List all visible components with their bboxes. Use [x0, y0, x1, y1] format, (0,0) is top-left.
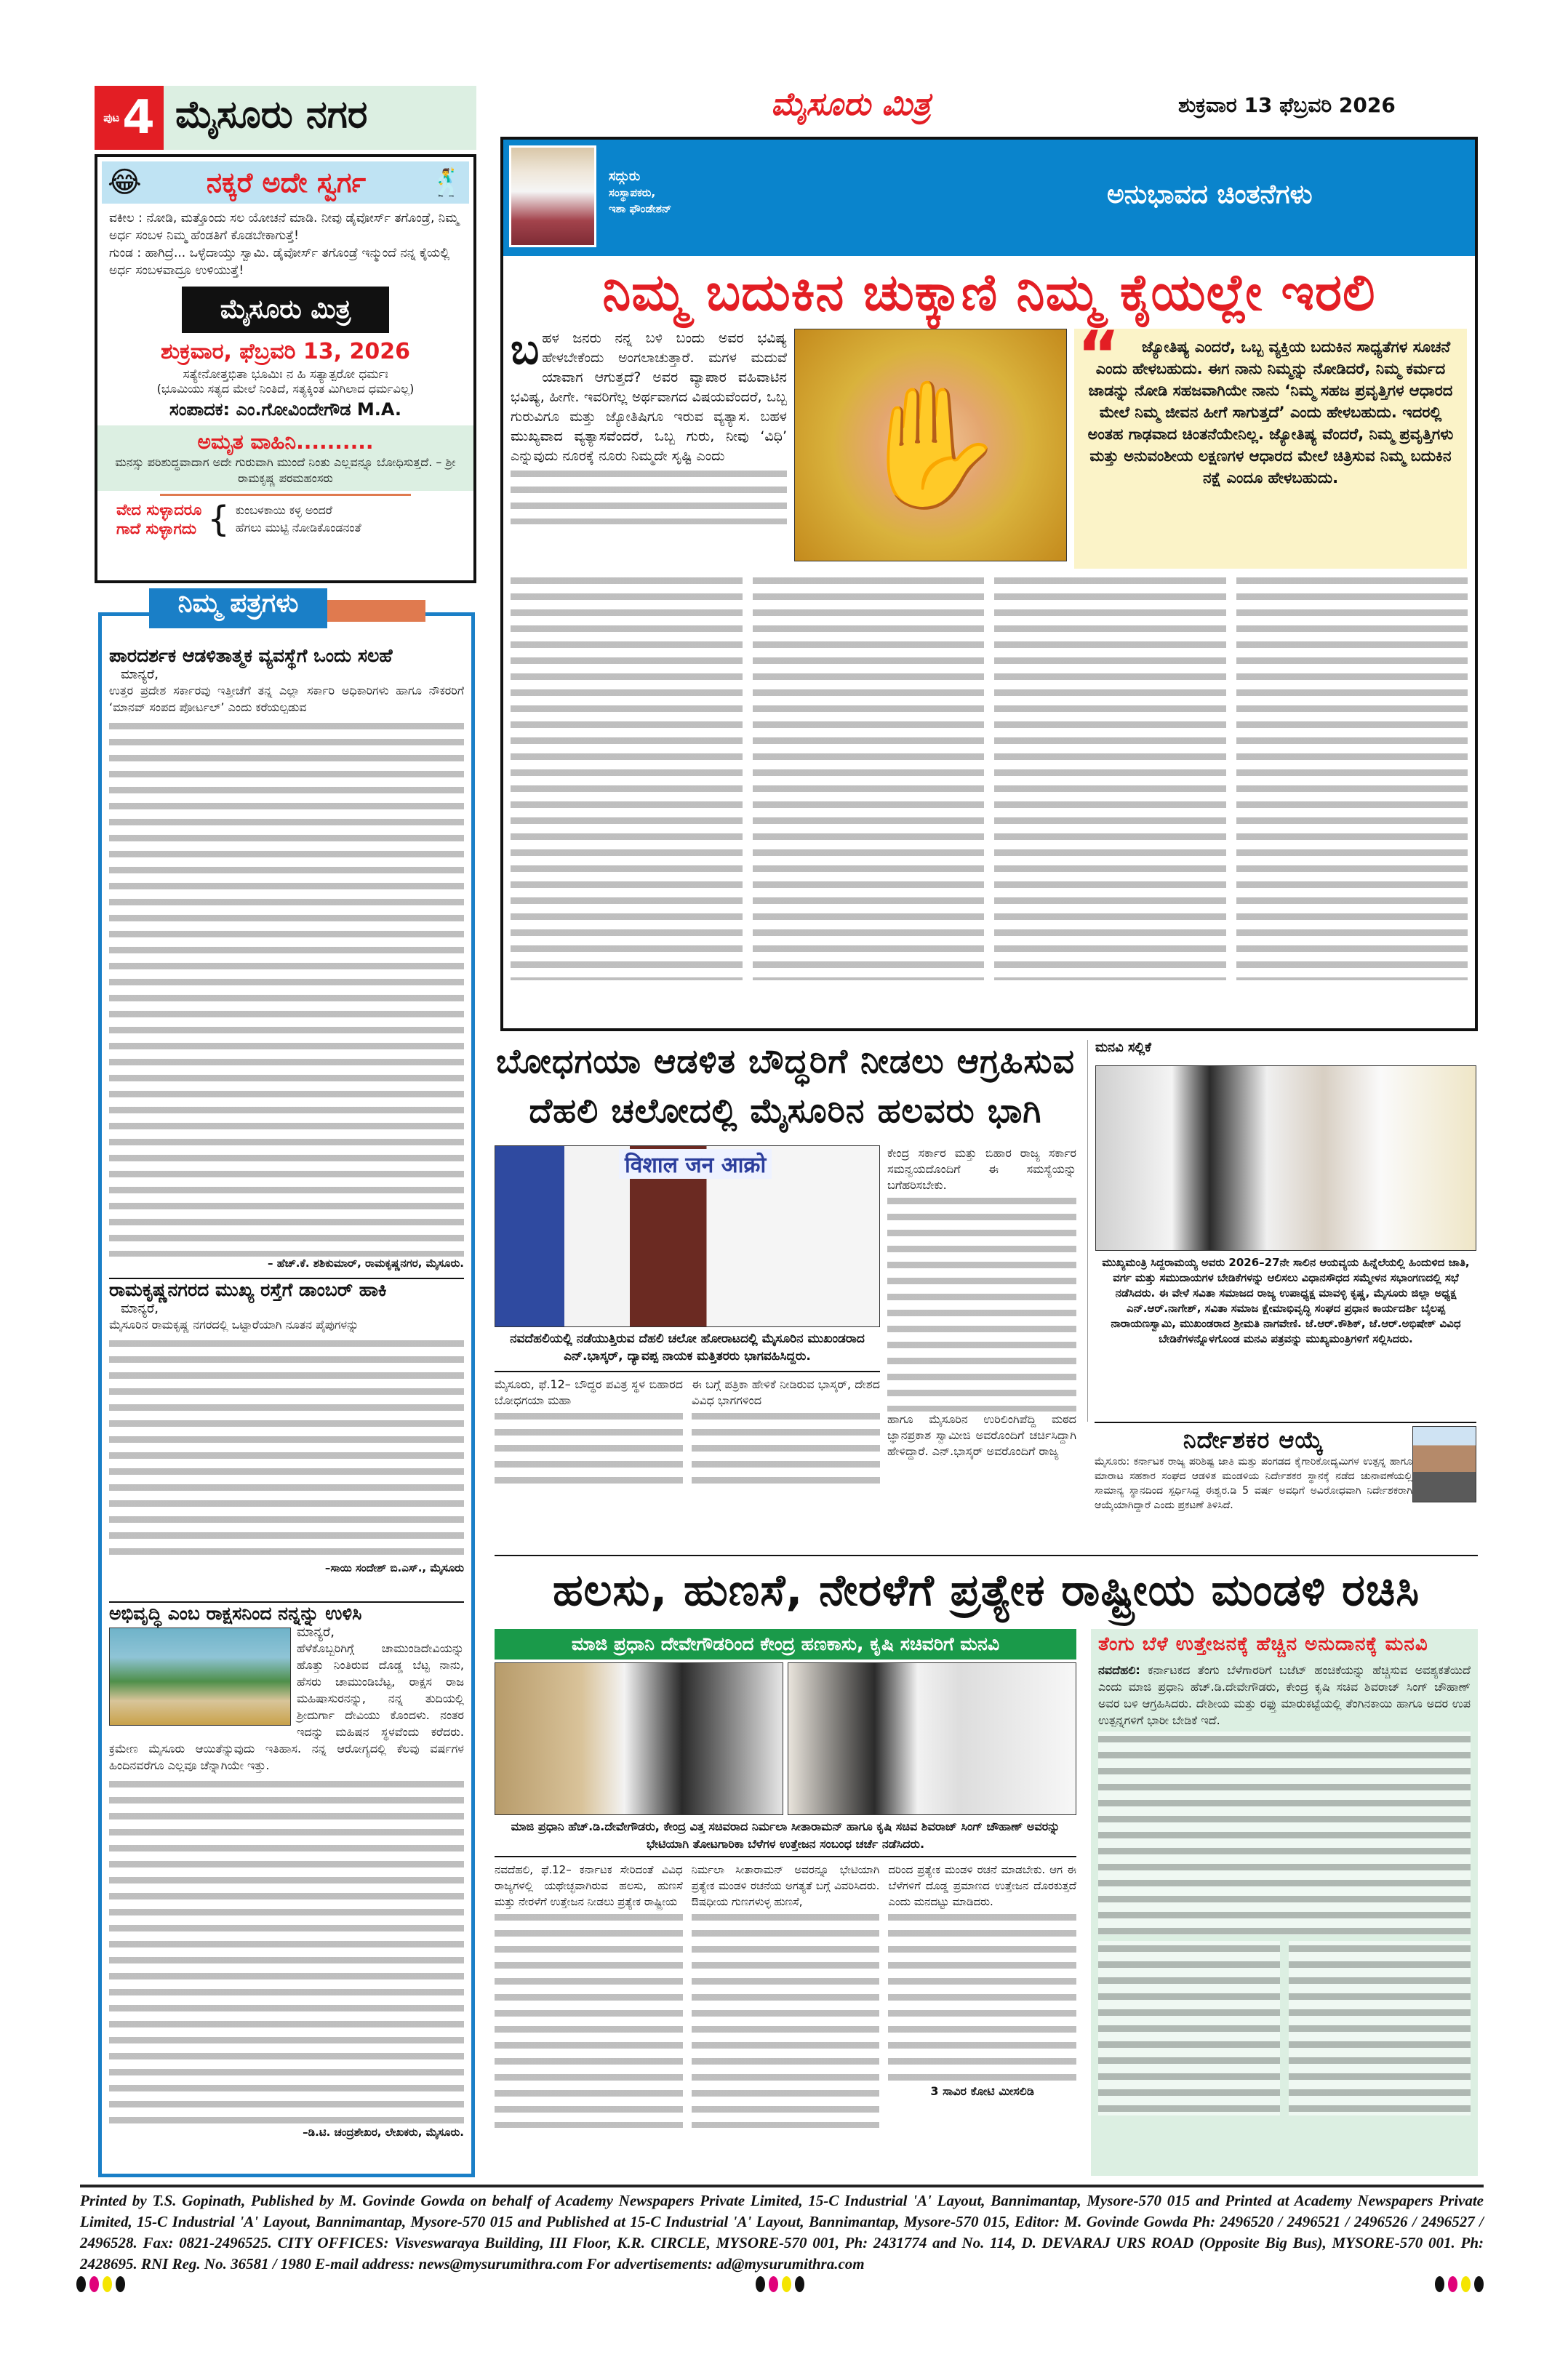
- story-text-continued: [692, 1409, 880, 1489]
- letter-body-continued: [109, 1777, 464, 2126]
- devegowda-chouhan-photo: [788, 1662, 1076, 1815]
- color-dots: [756, 2276, 808, 2295]
- masthead: ಮೈಸೂರು ಮಿತ್ರ: [771, 86, 931, 123]
- story-text-continued: [495, 1910, 683, 2128]
- column-opening-text: ಹಳ ಜನರು ನನ್ನ ಬಳಿ ಬಂದು ಅವರ ಭವಿಷ್ಯ ಹೇಳಬೇಕೆಂದು ಅಂಗಲಾಚುತ್ತಾರೆ. ಮಗಳ ಮದುವೆ ಯಾವಾಗ ಆಗುತ್ತದೆ? ಅವರ ವ್ಯಾಪಾರ ವಹಿವಾಟಿನ ಭವಿಷ್ಯ, ಹೀಗೇ. ಇವರಿಗೆಲ್ಲ ಅರ್ಥವಾಗದ ವಿಷಯವೆಂದರೆ, ಒಬ್ಬ ಗುರುವಿಗೂ ಮತ್ತು ಜ್ಯೋತಿಷಿಗೂ ಇರುವ ವ್ಯತ್ಯಾಸ. ಬಹಳ ಮುಖ್ಯವಾದ ವ್ಯತ್ಯಾಸವೆಂದರೆ, ಒಬ್ಬ ಗುರು, ನೀವು ‘ವಿಧಿ’ ಎನ್ನುವುದು ನೂರಕ್ಕೆ ನೂರು ನಿಮ್ಮದೇ ಸೃಷ್ಟಿ ಎಂದು: [511, 330, 787, 464]
- letter-title: ಪಾರದರ್ಶಕ ಆಡಳಿತಾತ್ಮಕ ವ್ಯವಸ್ಥೆಗೆ ಒಂದು ಸಲಹೆ: [109, 645, 393, 666]
- salutation: ಮಾನ್ಯರೆ,: [121, 667, 159, 682]
- registration-marks: [76, 2276, 1487, 2295]
- letter-signature: – ಹೆಚ್.ಕೆ. ಶಶಿಕುಮಾರ್, ರಾಮಕೃಷ್ಣನಗರ, ಮೈಸೂರು.: [267, 1257, 464, 1270]
- column-banner: [503, 140, 1475, 256]
- joke-banner: [102, 161, 469, 204]
- director-photo: [1412, 1426, 1476, 1502]
- cm-meeting-photo: [1095, 1065, 1476, 1251]
- amrutha-text: ಮನಸ್ಸು ಪರಿಶುದ್ಧವಾದಾಗ ಅದೇ ಗುರುವಾಗಿ ಮುಂದೆ ನಿಂತು ಎಲ್ಲವನ್ನೂ ಬೋಧಿಸುತ್ತದೆ. – ಶ್ರೀ ರಾಮಕೃಷ್ಣ ಪರಮಹಂಸರು: [115, 455, 456, 485]
- author-org: ಇಶಾ ಫೌಂಡೇಶನ್: [609, 202, 672, 215]
- story-text: ಹಾಗೂ ಮೈಸೂರಿನ ಉರಿಲಿಂಗಿಪೆದ್ದಿ ಮಠದ ಜ್ಞಾನಪ್ರಕಾಶ ಸ್ವಾಮೀಜಿ ಅವರೊಂದಿಗೆ ಚರ್ಚಿಸಿದ್ದಾಗಿ ಹೇಳಿದ್ದಾರೆ. ಎನ್.ಭಾಸ್ಕರ್ ಅವರೊಂದಿಗೆ ರಾಜ್ಯ: [887, 1412, 1076, 1458]
- header-date: ಶುಕ್ರವಾರ 13 ಫೆಬ್ರವರಿ 2026: [1178, 93, 1396, 117]
- edition-date: ಶುಕ್ರವಾರ, ಫೆಬ್ರವರಿ 13, 2026: [161, 339, 410, 364]
- story-text: ನವದೆಹಲಿ, ಫೆ.12– ಕರ್ನಾಟಕ ಸೇರಿದಂತೆ ವಿವಿಧ ರಾಜ್ಯಗಳಲ್ಲಿ ಯಥೇಚ್ಛವಾಗಿರುವ ಹಲಸು, ಹುಣಸೆ ಮತ್ತು ನೇರಳೆಗೆ ಉತ್ತೇಜನ ನೀಡಲು ಪ್ರತ್ಯೇಕ ರಾಷ್ಟ್ರೀಯ: [495, 1863, 683, 1908]
- chamundi-hill-photo: [109, 1628, 291, 1726]
- story-text: ಮೈಸೂರು, ಫೆ.12– ಬೌದ್ಧರ ಪವಿತ್ರ ಸ್ಥಳ ಬಿಹಾರದ ಬೋಧಗಯಾ ಮಹಾ: [495, 1377, 683, 1407]
- section-title: ಮೈಸೂರು ನಗರ: [164, 86, 476, 150]
- imprint: Printed by T.S. Gopinath, Published by M. Govinde Gowda on behalf of Academy Newspapers Private Limited, 15-C Industrial 'A' Layout, Bannimantap, Mysore-570 015 and Printed at Academy Newspapers Private Limited, 15-C Industrial 'A' Layout, Bannimantap, Mysore-570 015 and Published at 15-C Industrial 'A' Layout, Bannimantap, Mysore-570 015, Editor: M. Govinde Gowda Ph: 2496520 / 2496521 / 2496526 / 2496527 / 2496528. Fax: 0821-2496525. CITY OFFICES: Visveswaraya Building, III Floor, K.R. CIRCLE, MYSORE-570 001, Ph: 2431774 and No. 114, D. DEVARAJ URS ROAD (Opposite Big Bus), MYSORE-570 001. Ph: 2428695. RNI Reg. No. 36581 / 1980 E-mail address: news@mysurumithra.com For advertisements: ad@mysurumithra.com: [80, 2192, 1484, 2273]
- main-headline: ಹಲಸು, ಹುಣಸೆ, ನೇರಳೆಗೆ ಪ್ರತ್ಯೇಕ ರಾಷ್ಟ್ರೀಯ ಮಂಡಳಿ ರಚಿಸಿ: [552, 1565, 1420, 1616]
- palm-icon: ✋: [853, 373, 1008, 517]
- petition-label: ಮನವಿ ಸಲ್ಲಿಕೆ: [1095, 1040, 1151, 1055]
- amrutha-title: ಅಮೃತ ವಾಹಿನಿ..........: [197, 430, 374, 454]
- joke-line: ಗುಂಡ : ಹಾಗಿದ್ರೆ... ಒಳ್ಳೆದಾಯ್ತು ಸ್ವಾಮಿ. ಡೈವೋರ್ಸ್ ತಗೊಂಡ್ರೆ ಇನ್ಮುಂದೆ ನನ್ನ ಕೈಯಲ್ಲಿ ಅರ್ಧ ಸಂಬಳವಾದ್ರೂ ಉಳಿಯುತ್ತೆ!: [109, 246, 450, 278]
- story-text-continued: [692, 1910, 880, 2128]
- dancing-figure-icon: 🕺: [431, 168, 463, 198]
- salutation: ಮಾನ್ಯರೆ,: [297, 1625, 335, 1640]
- photo-caption: ನವದೆಹಲಿಯಲ್ಲಿ ನಡೆಯುತ್ತಿರುವ ದೆಹಲಿ ಚಲೋ ಹೋರಾಟದಲ್ಲಿ ಮೈಸೂರಿನ ಮುಖಂಡರಾದ ಎನ್.ಭಾಸ್ಕರ್, ದ್ಯಾವಪ್ಪ ನಾಯಕ ಮತ್ತಿತರರು ಭಾಗವಹಿಸಿದ್ದರು.: [510, 1332, 865, 1364]
- story-text-col: [1098, 1941, 1280, 2115]
- letter-signature: –ಡಿ.ಟಿ. ಚಂದ್ರಶೇಖರ, ಲೇಖಕರು, ಮೈಸೂರು.: [303, 2126, 464, 2139]
- joke-line: ವಕೀಲ : ನೋಡಿ, ಮತ್ತೊಂದು ಸಲ ಯೋಚನೆ ಮಾಡಿ. ನೀವು ಡೈವೋರ್ಸ್ ತಗೊಂಡ್ರೆ, ನಿಮ್ಮ ಅರ್ಧ ಸಂಬಳ ನಿಮ್ಮ ಹೆಂಡತಿಗೆ ಕೊಡಬೇಕಾಗುತ್ತೆ!: [109, 211, 459, 243]
- letter-body: ಹೆಳೆಕೊಬ್ಬರಿಗಿಗ್ಗೆ ಚಾಮುಂಡಿದೇವಿಯನ್ನು ಹೊತ್ತು ನಿಂತಿರುವ ದೊಡ್ಡ ಬೆಟ್ಟ ನಾನು, ಹೆಸರು ಚಾಮುಂಡಿಬೆಟ್ಟ, ರಾಕ್ಷಸ ರಾಜ ಮಹಿಷಾಸುರನನ್ನು, ನನ್ನ ತುದಿಯಲ್ಲಿ ಶ್ರೀದುರ್ಗಾ ದೇವಿಯು ಕೊಂದಳು. ನಂತರ ಇದನ್ನು ಮಹಿಷನ ಸ್ಥಳವೆಂದು ಕರೆದರು. ಕ್ರಮೇಣ ಮೈಸೂರು ಆಯಿತೆನ್ನುವುದು ಇತಿಹಾಸ. ನನ್ನ ಆರೋಗ್ಯದಲ್ಲಿ ಕೆಲವು ವರ್ಷಗಳ ಹಿಂದಿನವರೆಗೂ ಎಲ್ಲವೂ ಚೆನ್ನಾಗಿಯೇ ಇತ್ತು.: [109, 1641, 464, 1772]
- dateline: ನವದೆಹಲಿ:: [1098, 1663, 1140, 1677]
- protest-photo: [495, 1145, 880, 1327]
- column-text-col: [511, 573, 743, 980]
- column-banner-title: ಅನುಭಾವದ ಚಿಂತನೆಗಳು: [1107, 180, 1313, 209]
- editor-line: ಸಂಪಾದಕ: ಎಂ.ಗೋವಿಂದೇಗೌಡ M.A.: [169, 399, 401, 420]
- quote-text: ಜ್ಯೋತಿಷ್ಯ ಎಂದರೆ, ಒಬ್ಬ ವ್ಯಕ್ತಿಯ ಬದುಕಿನ ಸಾಧ್ಯತೆಗಳ ಸೂಚನೆ ಎಂದು ಹೇಳಬಹುದು. ಈಗ ನಾನು ನಿಮ್ಮನ್ನು ನೋಡಿದರೆ, ನಿಮ್ಮ ಕರ್ಮದ ಜಾಡನ್ನು ನೋಡಿ ಸಹಜವಾಗಿಯೇ ನಾನು ‘ನಿಮ್ಮ ಸಹಜ ಪ್ರವೃತ್ತಿಗಳ ಆಧಾರದ ಮೇಲೆ ನಿಮ್ಮ ಜೀವನ ಹೀಗೆ ಸಾಗುತ್ತದೆ’ ಎಂದು ಹೇಳಬಹುದು. ಇದರಲ್ಲಿ ಅಂತಹ ಗಾಢವಾದ ಚಿಂತನೆಯೇನಿಲ್ಲ. ಜ್ಯೋತಿಷ್ಯ ವೆಂದರೆ, ನಿಮ್ಮ ಪ್ರವೃತ್ತಿಗಳು ಮತ್ತು ಅನುವಂಶೀಯ ಲಕ್ಷಣಗಳ ಆಧಾರದ ಮೇಲೆ ಚಿತ್ರಿಸುವ ನಿಮ್ಮ ಬದುಕಿನ ನಕ್ಷೆ ಎಂದೂ ಹೇಳಬಹುದು.: [1087, 338, 1454, 487]
- letter-body: ಮೈಸೂರಿನ ರಾಮಕೃಷ್ಣ ನಗರದಲ್ಲಿ ಒಟ್ಟಾರೆಯಾಗಿ ನೂತನ ಪೈಪುಗಳನ್ನು: [109, 1318, 359, 1332]
- proverb-right-line: ಕುಂಬಳಕಾಯಿ ಕಳ್ಳ ಅಂದರೆ: [235, 503, 332, 517]
- page-label: ಪುಟ: [103, 111, 120, 124]
- story-text: ದರಿಂದ ಪ್ರತ್ಯೇಕ ಮಂಡಳಿ ರಚನೆ ಮಾಡಬೇಕು. ಆಗ ಈ ಬೆಳೆಗಳಿಗೆ ದೊಡ್ಡ ಪ್ರಮಾಣದ ಉತ್ತೇಜನ ದೊರಕುತ್ತದೆ ಎಂದು ಮನದಟ್ಟು ಮಾಡಿದರು.: [888, 1863, 1077, 1908]
- director-story: [1095, 1422, 1476, 1545]
- column-text-continued: [511, 466, 787, 524]
- brace-icon: {: [207, 499, 230, 540]
- proverb-left-line: ವೇದ ಸುಳ್ಳಾದರೂ: [116, 501, 202, 519]
- story-banner: ಮಾಜಿ ಪ್ರಧಾನಿ ದೇವೇಗೌಡರಿಂದ ಕೇಂದ್ರ ಹಣಕಾಸು, ಕೃಷಿ ಸಚಿವರಿಗೆ ಮನವಿ: [495, 1629, 1076, 1660]
- story-headline: ನಿರ್ದೇಶಕರ ಆಯ್ಕೆ: [1183, 1426, 1324, 1454]
- coconut-story: [1091, 1629, 1478, 2176]
- column-box: [500, 137, 1478, 1031]
- author-name: ಸದ್ಗುರು: [609, 169, 641, 184]
- letter-signature: –ಸಾಯಿ ಸಂದೇಶ್ ಬಿ.ಎಸ್., ಮೈಸೂರು: [324, 1561, 464, 1574]
- bodhgaya-story: [495, 1036, 1076, 1545]
- story-text-continued: [495, 1409, 683, 1489]
- story-headline: ತೆಂಗು ಬೆಳೆ ಉತ್ತೇಜನಕ್ಕೆ ಹೆಚ್ಚಿನ ಅನುದಾನಕ್ಕೆ ಮನವಿ: [1098, 1633, 1428, 1655]
- quote-mark-icon: “: [1077, 317, 1121, 393]
- column-text-col: [994, 573, 1226, 980]
- footer-rule: [80, 2185, 1484, 2187]
- story-text: ನಿರ್ಮಲಾ ಸೀತಾರಾಮನ್ ಅವರನ್ನೂ ಭೇಟಿಯಾಗಿ ಪ್ರತ್ಯೇಕ ಮಂಡಳಿ ರಚನೆಯ ಅಗತ್ಯತೆ ಬಗ್ಗೆ ವಿವರಿಸಿದರು. ಔಷಧೀಯ ಗುಣಗಳುಳ್ಳ ಹುಣಸೆ,: [691, 1863, 880, 1908]
- color-dots: [76, 2276, 129, 2295]
- photo-caption: ಮುಖ್ಯಮಂತ್ರಿ ಸಿದ್ದರಾಮಯ್ಯ ಅವರು 2026–27ನೇ ಸಾಲಿನ ಆಯವ್ಯಯ ಹಿನ್ನೆಲೆಯಲ್ಲಿ ಹಿಂದುಳಿದ ಜಾತಿ, ವರ್ಗ ಮತ್ತು ಸಮುದಾಯಗಳ ಬೇಡಿಕೆಗಳನ್ನು ಆಲಿಸಲು ವಿಧಾನಸೌಧದ ಸಮ್ಮೇಳನ ಸಭಾಂಗಣದಲ್ಲಿ ಸಭೆ ನಡೆಸಿದರು. ಈ ವೇಳೆ ಸವಿತಾ ಸಮಾಜದ ರಾಜ್ಯ ಉಪಾಧ್ಯಕ್ಷ ಮಾವಳ್ಳಿ ಕೃಷ್ಣ, ಮೈಸೂರು ಜಿಲ್ಲಾ ಅಧ್ಯಕ್ಷ ಎನ್.ಆರ್.ನಾಗೇಶ್, ಸವಿತಾ ಸಮಾಜ ಕ್ಷೇಮಾಭಿವೃದ್ಧಿ ಸಂಘದ ಪ್ರಧಾನ ಕಾರ್ಯದರ್ಶಿ ಬೈಲಪ್ಪ ನಾರಾಯಣಸ್ವಾಮಿ, ಮುಖಂಡರಾದ ಶ್ರೀಮತಿ ನಾಗವೇಣಿ. ಜೆ.ಆರ್.ಕೌಶಿಕ್, ಜೆ.ಆರ್.ಅಭಿಷೇಕ್ ವಿವಿಧ ಬೇಡಿಕೆಗಳನ್ನೊಳಗೊಂಡ ಮನವಿ ಪತ್ರವನ್ನು ಮುಖ್ಯಮಂತ್ರಿಗಳಿಗೆ ಸಲ್ಲಿಸಿದರು.: [1102, 1256, 1470, 1345]
- fruit-board-story: [495, 1629, 1076, 2174]
- proverb: [102, 499, 469, 540]
- letters-title-accent: [327, 600, 425, 622]
- proverb-left-line: ಗಾದೆ ಸುಳ್ಳಾಗದು: [116, 520, 197, 537]
- subhead: 3 ಸಾವಿರ ಕೋಟಿ ಮೀಸಲಿಡಿ: [930, 2084, 1034, 2098]
- story-text: ಕೇಂದ್ರ ಸರ್ಕಾರ ಮತ್ತು ಬಿಹಾರ ರಾಜ್ಯ ಸರ್ಕಾರ ಸಮನ್ವಯದೊಂದಿಗೆ ಈ ಸಮಸ್ಯೆಯನ್ನು ಬಗೆಹರಿಸಬೇಕು.: [887, 1146, 1076, 1192]
- column-text-col: [1236, 573, 1468, 980]
- photo-caption: ಮಾಜಿ ಪ್ರಧಾನಿ ಹೆಚ್.ಡಿ.ದೇವೇಗೌಡರು, ಕೇಂದ್ರ ವಿತ್ತ ಸಚಿವರಾದ ನಿರ್ಮಲಾ ಸೀತಾರಾಮನ್ ಹಾಗೂ ಕೃಷಿ ಸಚಿವ ಶಿವರಾಜ್ ಸಿಂಗ್ ಚೌಹಾಣ್ ಅವರನ್ನು ಭೇಟಿಯಾಗಿ ತೋಟಗಾರಿಕಾ ಬೆಳೆಗಳ ಉತ್ತೇಜನ ಸಂಬಂಧ ಚರ್ಚೆ ನಡೆಸಿದರು.: [495, 1818, 1076, 1857]
- amrutha-vahini: [97, 425, 473, 491]
- letter-title: ರಾಮಕೃಷ್ಣನಗರದ ಮುಖ್ಯ ರಸ್ತೆಗೆ ಡಾಂಬರ್ ಹಾಕಿ: [109, 1279, 387, 1300]
- drop-cap: ಬ: [511, 324, 540, 374]
- column-text-col: [753, 573, 985, 980]
- color-dots: [1435, 2276, 1487, 2295]
- protest-banner-text: विशाल जन आक्रो: [619, 1149, 772, 1179]
- motto: ಸತ್ಯೇನೋತ್ತಭಿತಾ ಭೂಮಿಃ ನ ಹಿ ಸತ್ಯಾತ್ಪರೋ ಧರ್ಮಃ: [183, 367, 388, 382]
- story-headline: ಬೋಧಗಯಾ ಆಡಳಿತ ಬೌದ್ಧರಿಗೆ ನೀಡಲು ಆಗ್ರಹಿಸುವ: [495, 1041, 1076, 1081]
- column-headline: ನಿಮ್ಮ ಬದುಕಿನ ಚುಕ್ಕಾಣಿ ನಿಮ್ಮ ಕೈಯಲ್ಲೇ ಇರಲಿ: [602, 263, 1376, 322]
- letter-body-continued: [109, 1336, 464, 1561]
- letters-section: [98, 588, 475, 2177]
- divider: [160, 494, 411, 496]
- page-number: 4: [122, 91, 155, 145]
- letter-title: ಅಭಿವೃದ್ಧಿ ಎಂಬ ರಾಕ್ಷಸನಿಂದ ನನ್ನನ್ನು ಉಳಿಸಿ: [109, 1603, 362, 1624]
- story-text-col: [1289, 1941, 1471, 2115]
- palmistry-illustration: [794, 329, 1067, 561]
- story-text: [1098, 1662, 1471, 1729]
- joke-title: ನಕ್ಕರೆ ಅದೇ ಸ್ವರ್ಗ: [206, 166, 367, 199]
- section-rule: [495, 1555, 1478, 1556]
- story-text: ಈ ಬಗ್ಗೆ ಪತ್ರಿಕಾ ಹೇಳಿಕೆ ನೀಡಿರುವ ಭಾಸ್ಕರ್, ದೇಶದ ವಿವಿಧ ಭಾಗಗಳಿಂದ: [692, 1377, 880, 1407]
- letter: [109, 645, 464, 1278]
- story-text-continued: [1098, 1732, 1471, 1935]
- letter-body-continued: [109, 718, 464, 1257]
- story-text-body: ಕರ್ನಾಟಕದ ತೆಂಗು ಬೆಳೆಗಾರರಿಗೆ ಬಜೆಟ್ ಹಂಚಿಕೆಯನ್ನು ಹೆಚ್ಚಿಸುವ ಅವಶ್ಯಕತೆಯಿದೆ ಎಂದು ಮಾಜಿ ಪ್ರಧಾನಿ ಹೆಚ್.ಡಿ.ದೇವೇಗೌಡರು, ಕೇಂದ್ರ ಕೃಷಿ ಸಚಿವ ಶಿವರಾಜ್ ಸಿಂಗ್ ಚೌಹಾಣ್ ಅವರ ಬಳಿ ಆಗ್ರಹಿಸಿದರು. ದೇಶೀಯ ಮತ್ತು ರಫ್ತು ಮಾರುಕಟ್ಟೆಯಲ್ಲಿ ತೆಂಗಿನಕಾಯಿ ಹಾಗೂ ಅದರ ಉಪ ಉತ್ಪನ್ನಗಳಿಗೆ ಭಾರೀ ಬೇಡಿಕೆ ಇದೆ.: [1098, 1663, 1471, 1727]
- letters-title: ನಿಮ್ಮ ಪತ್ರಗಳು: [149, 588, 327, 628]
- letter-body: ಉತ್ತರ ಪ್ರದೇಶ ಸರ್ಕಾರವು ಇತ್ತೀಚೆಗೆ ತನ್ನ ಎಲ್ಲಾ ಸರ್ಕಾರಿ ಅಧಿಕಾರಿಗಳು ಹಾಗೂ ನೌಕರರಿಗೆ ‘ಮಾನವ್ ಸಂಪದ ಪೋರ್ಟಲ್’ ಎಂದು ಕರೆಯಲ್ಪಡುವ: [109, 684, 464, 714]
- story-text: ಮೈಸೂರು: ಕರ್ನಾಟಕ ರಾಜ್ಯ ಪರಿಶಿಷ್ಟ ಜಾತಿ ಮತ್ತು ಪಂಗಡದ ಕೈಗಾರಿಕೋದ್ಯಮಿಗಳ ಉತ್ಪನ್ನ ಹಾಗೂ ಮಾರಾಟ ಸಹಕಾರ ಸಂಘದ ಆಡಳಿತ ಮಂಡಳಿಯ ನಿರ್ದೇಶಕರ ಸ್ಥಾನಕ್ಕೆ ನಡೆದ ಚುನಾವಣೆಯಲ್ಲಿ ಸಾಮಾನ್ಯ ಸ್ಥಾನದಿಂದ ಸ್ಪರ್ಧಿಸಿದ್ದ ಈಶ್ವರ.ಡಿ 5 ವರ್ಷ ಅವಧಿಗೆ ಅವಿರೋಧವಾಗಿ ನಿರ್ದೇಶಕರಾಗಿ ಆಯ್ಕೆಯಾಗಿದ್ದಾರೆ ಎಂದು ಪ್ರಕಟಣೆ ತಿಳಿಸಿದೆ.: [1095, 1456, 1412, 1511]
- laughing-face-icon: 😂: [108, 166, 142, 199]
- salutation: ಮಾನ್ಯರೆ,: [121, 1301, 159, 1316]
- pull-quote: [1074, 317, 1467, 569]
- proverb-right-line: ಹೆಗಲು ಮುಟ್ಟಿ ನೋಡಿಕೊಂಡನಂತೆ: [235, 521, 361, 535]
- author-role: ಸಂಸ್ಥಾಪಕರು,: [609, 186, 656, 199]
- story-headline: ದೆಹಲಿ ಚಲೋದಲ್ಲಿ ಮೈಸೂರಿನ ಹಲವರು ಭಾಗಿ: [529, 1091, 1042, 1130]
- devegowda-nirmala-photo: [495, 1662, 783, 1815]
- author-photo: [509, 145, 596, 247]
- motto-meaning: (ಭೂಮಿಯು ಸತ್ಯದ ಮೇಲೆ ನಿಂತಿದೆ, ಸತ್ಯಕ್ಕಿಂತ ಮಿಗಿಲಾದ ಧರ್ಮವಿಲ್ಲ): [156, 382, 415, 396]
- column-opening: [511, 324, 787, 466]
- story-text-continued: [887, 1193, 1076, 1412]
- left-info-box: [95, 154, 476, 583]
- paper-logo: ಮೈಸೂರು ಮಿತ್ರ: [182, 287, 389, 333]
- story-text-continued: [888, 1910, 1076, 2084]
- page-number-badge: [95, 86, 164, 150]
- petition-story: [1087, 1040, 1476, 1422]
